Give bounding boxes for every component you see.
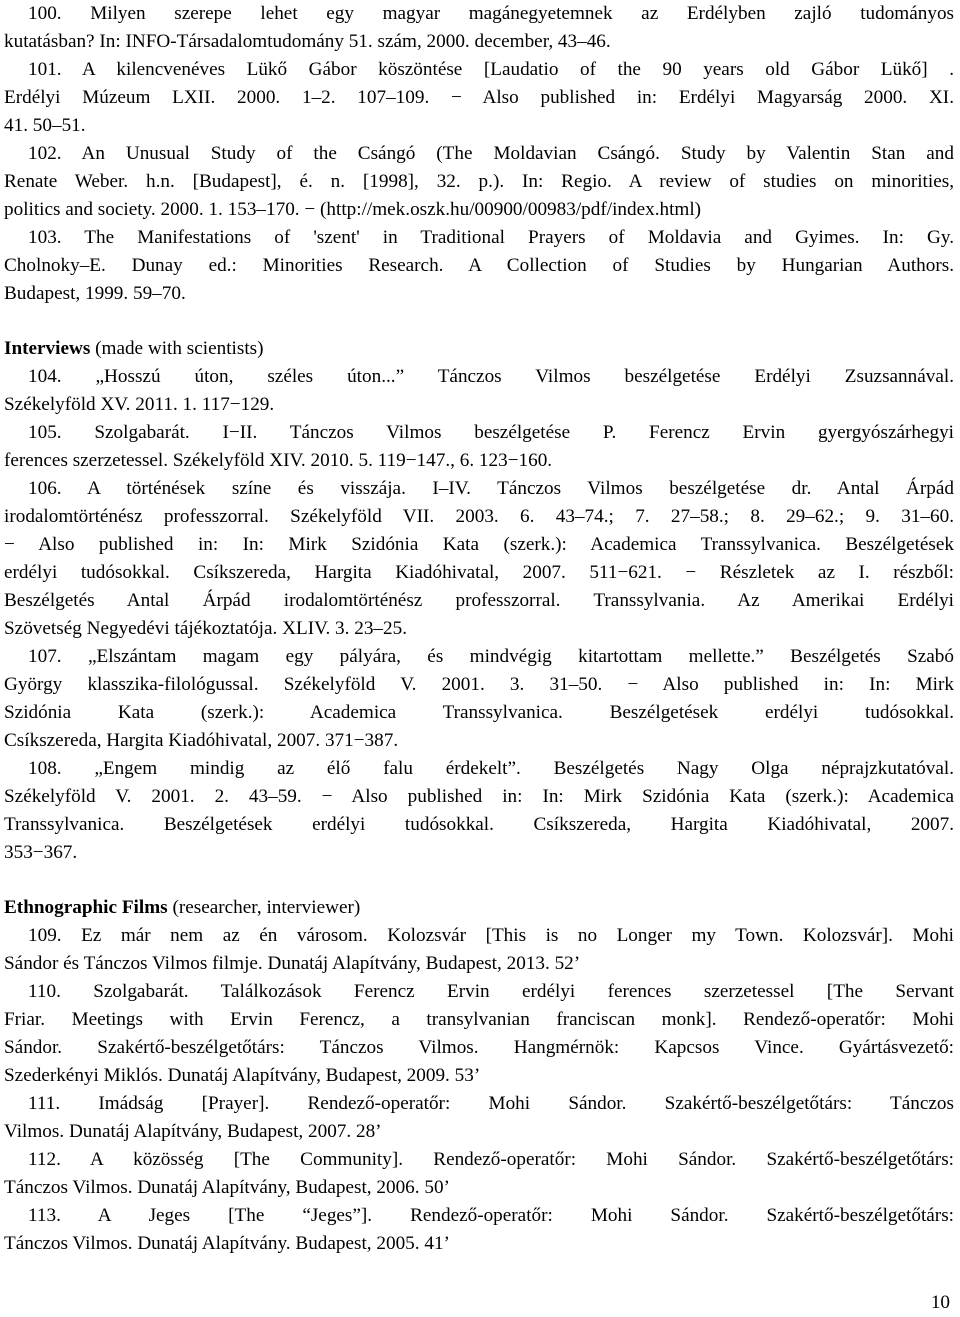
entry-line: − Also published in: In: Mirk Szidónia Kata (szerk.): Academica Transsylvanica. Beszélgetések — [4, 534, 954, 555]
entry-first-line: 104. „Hosszú úton, széles úton...” Tánczos Vilmos beszélgetése Erdélyi Zsuzsannával. — [28, 366, 954, 387]
section-heading-title: Ethnographic Films — [4, 897, 168, 918]
section-heading — [4, 335, 264, 363]
entry-line: Szidónia Kata (szerk.): Academica Transsylvanica. Beszélgetések erdélyi tudósokkal. — [4, 702, 954, 723]
entry-line: Szövetség Negyedévi tájékoztatója. XLIV. 3. 23–25. — [4, 618, 408, 639]
entry-first-line: 107. „Elszántam magam egy pályára, és mindvégig kitartottam mellette.” Beszélgetés Szabó — [28, 646, 954, 667]
entry-first-line: 102. An Unusual Study of the Csángó (The Moldavian Csángó. Study by Valentin Stan and — [28, 143, 954, 164]
entry-first-line: 108. „Engem mindig az élő falu érdekelt”. Beszélgetés Nagy Olga néprajzkutatóval. — [28, 758, 954, 779]
entry-line: 41. 50–51. — [4, 115, 86, 136]
entry-line: Budapest, 1999. 59–70. — [4, 283, 186, 304]
section-heading-note: (made with scientists) — [90, 338, 264, 359]
entry-line: Székelyföld V. 2001. 2. 43–59. − Also published in: In: Mirk Szidónia Kata (szerk.): Academica — [4, 786, 954, 807]
entry-first-line: 113. A Jeges [The “Jeges”]. Rendező-operatőr: Mohi Sándor. Szakértő-beszélgetőtárs: — [28, 1205, 954, 1226]
entry-line: Beszélgetés Antal Árpád irodalomtörténész professzorral. Transsylvania. Az Amerikai Erdélyi — [4, 590, 954, 611]
entry-first-line: 103. The Manifestations of 'szent' in Traditional Prayers of Moldavia and Gyimes. In: Gy. — [28, 227, 954, 248]
entry-first-line: 111. Imádság [Prayer]. Rendező-operatőr: Mohi Sándor. Szakértő-beszélgetőtárs: Tánczos — [28, 1093, 954, 1114]
entry-first-line: 101. A kilencvenéves Lükő Gábor köszöntése [Laudatio of the 90 years old Gábor Lükő] . — [28, 59, 954, 80]
entry-line: Friar. Meetings with Ervin Ferencz, a transylvanian franciscan monk]. Rendező-operatőr: Mohi — [4, 1009, 954, 1030]
entry-line: Csíkszereda, Hargita Kiadóhivatal, 2007. 371−387. — [4, 730, 399, 751]
entry-line: Tánczos Vilmos. Dunatáj Alapítvány, Budapest, 2006. 50’ — [4, 1177, 450, 1198]
entry-first-line: 110. Szolgabarát. Találkozások Ferencz Ervin erdélyi ferences szerzetessel [The Servant — [28, 981, 954, 1002]
entry-line: Sándor. Szakértő-beszélgetőtárs: Tánczos Vilmos. Hangmérnök: Kapcsos Vince. Gyártásvezető: — [4, 1037, 954, 1058]
entry-line: Transsylvanica. Beszélgetések erdélyi tudósokkal. Csíkszereda, Hargita Kiadóhivatal, 2007. — [4, 814, 954, 835]
entry-first-line: 106. A történések színe és visszája. I–IV. Tánczos Vilmos beszélgetése dr. Antal Árpád — [28, 478, 954, 499]
entry-line: Székelyföld XV. 2011. 1. 117−129. — [4, 394, 275, 415]
entry-line: ferences szerzetessel. Székelyföld XIV. 2010. 5. 119−147., 6. 123−160. — [4, 450, 553, 471]
entry-line: Tánczos Vilmos. Dunatáj Alapítvány. Budapest, 2005. 41’ — [4, 1233, 450, 1254]
page-number: 10 — [930, 1292, 950, 1313]
section-heading — [4, 894, 360, 922]
entry-line: Szederkényi Miklós. Dunatáj Alapítvány, Budapest, 2009. 53’ — [4, 1065, 481, 1086]
entry-line: Erdélyi Múzeum LXII. 2000. 1–2. 107–109. − Also published in: Erdélyi Magyarság 2000. XI. — [4, 87, 954, 108]
entry-line: György klasszika-filológussal. Székelyföld V. 2001. 3. 31–50. − Also published in: In: Mirk — [4, 674, 954, 695]
entry-line: erdélyi tudósokkal. Csíkszereda, Hargita Kiadóhivatal, 2007. 511−621. − Részletek az I. részből: — [4, 562, 954, 583]
entry-line: 353−367. — [4, 842, 78, 863]
entry-line: Sándor és Tánczos Vilmos filmje. Dunatáj Alapítvány, Budapest, 2013. 52’ — [4, 953, 581, 974]
section-heading-title: Interviews — [4, 338, 91, 359]
entry-first-line: 112. A közösség [The Community]. Rendező-operatőr: Mohi Sándor. Szakértő-beszélgetőtárs: — [28, 1149, 954, 1170]
entry-first-line: 105. Szolgabarát. I−II. Tánczos Vilmos beszélgetése P. Ferencz Ervin gyergyószárhegyi — [28, 422, 954, 443]
entry-first-line: 109. Ez már nem az én városom. Kolozsvár [This is no Longer my Town. Kolozsvár]. Mohi — [28, 925, 954, 946]
entry-line: politics and society. 2000. 1. 153–170. − (http://mek.oszk.hu/00900/00983/pdf/index.html) — [4, 199, 702, 220]
section-heading-note: (researcher, interviewer) — [167, 897, 361, 918]
entry-line: irodalomtörténész professzorral. Székelyföld VII. 2003. 6. 43–74.; 7. 27–58.; 8. 29–62.; 9. 31–60. — [4, 506, 954, 527]
entry-line: Renate Weber. h.n. [Budapest], é. n. [1998], 32. p.). In: Regio. A review of studies on minorities, — [4, 171, 954, 192]
entry-line: kutatásban? In: INFO-Társadalomtudomány 51. szám, 2000. december, 43–46. — [4, 31, 611, 52]
entry-first-line: 100. Milyen szerepe lehet egy magyar magánegyetemnek az Erdélyben zajló tudományos — [28, 3, 954, 24]
entry-line: Cholnoky–E. Dunay ed.: Minorities Research. A Collection of Studies by Hungarian Authors. — [4, 255, 954, 276]
entry-line: Vilmos. Dunatáj Alapítvány, Budapest, 2007. 28’ — [4, 1121, 382, 1142]
